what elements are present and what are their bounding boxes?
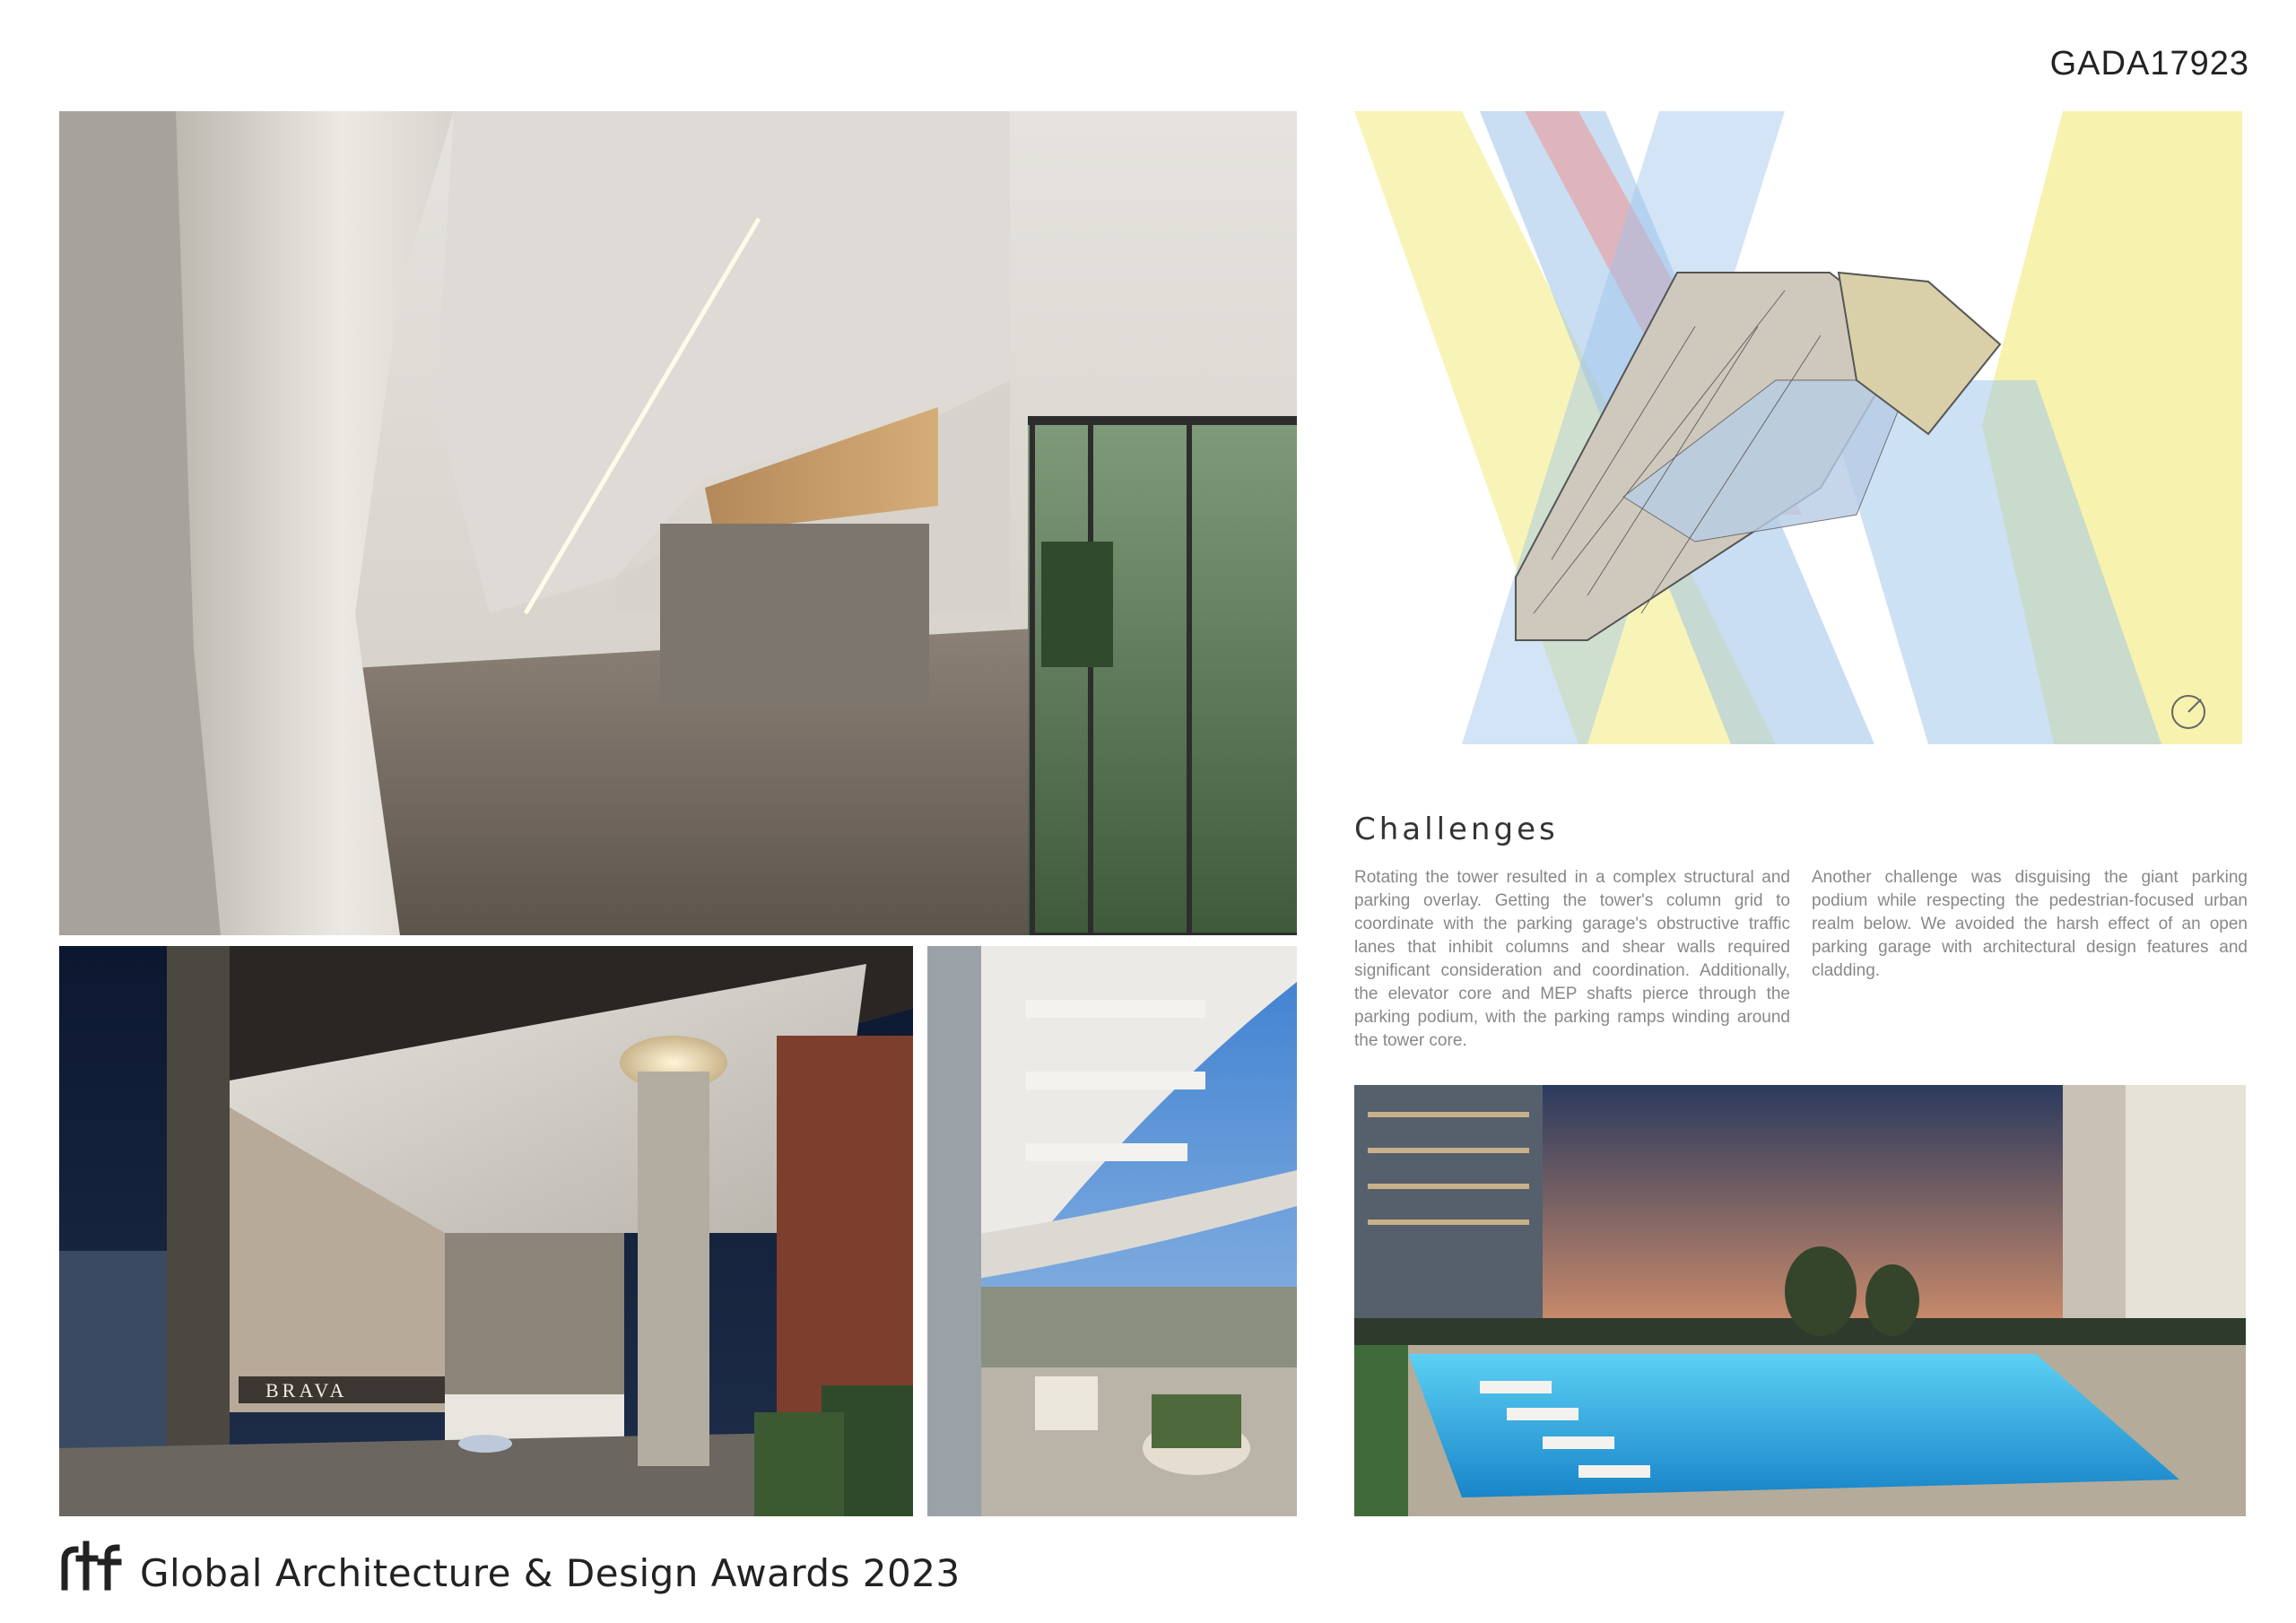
section-heading: Challenges xyxy=(1354,812,1559,847)
pool-illustration xyxy=(1354,1085,2246,1516)
night-entrance-photo xyxy=(59,946,913,1516)
floor-plan-diagram xyxy=(1354,111,2242,744)
terrace-photo xyxy=(927,946,1297,1516)
lobby-illustration xyxy=(59,111,1297,935)
project-code: GADA17923 xyxy=(2049,45,2249,82)
challenges-paragraph-right: Another challenge was disguising the giant parking podium while respecting the pedestrian-focused urban realm below. We avoided the harsh effect of an open parking garage with architectural design features and cladding. xyxy=(1812,868,2248,980)
brava-sign: BRAVA xyxy=(265,1379,348,1402)
challenges-paragraph-left: Rotating the tower resulted in a complex structural and parking overlay. Getting the tower's column grid to coordinate with the parking garage's obstructive traffic lanes that inhibit columns and shear walls required significant consideration and coordination. Additionally, the elevator core and MEP shafts pierce through the parking podium, with the parking ramps winding around the tower core. xyxy=(1354,868,1790,1050)
rooftop-pool-photo xyxy=(1354,1085,2246,1516)
rtf-logo-icon xyxy=(59,1541,124,1591)
night-entrance-illustration xyxy=(59,946,913,1516)
rtf-logo xyxy=(59,1541,124,1591)
rotated-tower-floor-plan xyxy=(1354,111,2242,744)
award-title: Global Architecture & Design Awards 2023 xyxy=(140,1551,961,1595)
terrace-illustration xyxy=(927,946,1297,1516)
lobby-interior-photo xyxy=(59,111,1297,935)
